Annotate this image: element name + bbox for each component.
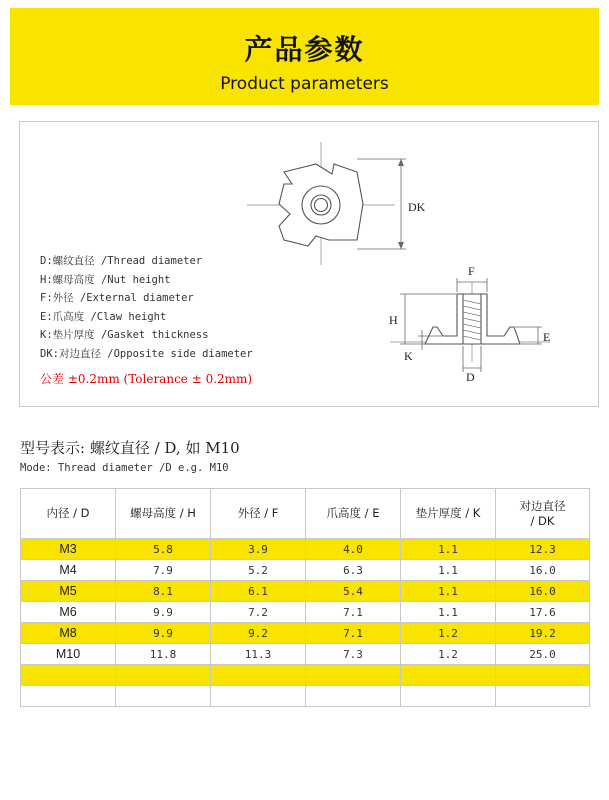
table-cell (211, 686, 306, 707)
table-cell: 8.1 (116, 581, 211, 602)
table-cell (401, 686, 496, 707)
table-cell: 1.1 (401, 602, 496, 623)
column-header: 对边直径 / DK (496, 489, 590, 539)
table-cell: M3 (21, 539, 116, 560)
legend-item: H:螺母高度 /Nut height (40, 273, 171, 286)
h-label: H (389, 313, 398, 327)
table-cell: M5 (21, 581, 116, 602)
table-row (21, 644, 590, 665)
legend-item: DK:对边直径 /Opposite side diameter (40, 347, 253, 360)
f-label: F (468, 264, 475, 278)
column-header: 螺母高度 / H (116, 489, 211, 539)
dimension-legend (40, 252, 253, 364)
table-cell: 6.1 (211, 581, 306, 602)
diagram-panel (19, 121, 599, 407)
title-banner (10, 8, 599, 105)
table-cell: 19.2 (496, 623, 590, 644)
table-header-row (21, 489, 590, 539)
table-row (21, 686, 590, 707)
page-subtitle: Product parameters (220, 74, 389, 94)
side-view-drawing (390, 278, 550, 372)
table-cell (306, 665, 401, 686)
table-row (21, 560, 590, 581)
parameter-table (20, 488, 590, 707)
table-cell: 7.2 (211, 602, 306, 623)
table-cell: 9.9 (116, 623, 211, 644)
table-cell: 7.9 (116, 560, 211, 581)
table-cell (401, 665, 496, 686)
table-cell: 11.8 (116, 644, 211, 665)
table-cell: M6 (21, 602, 116, 623)
table-row (21, 602, 590, 623)
table-cell: 1.2 (401, 623, 496, 644)
table-cell (306, 686, 401, 707)
table-cell: 1.1 (401, 560, 496, 581)
table-cell: 1.1 (401, 539, 496, 560)
table-cell: 12.3 (496, 539, 590, 560)
legend-item: F:外径 /External diameter (40, 292, 194, 305)
table-cell: 25.0 (496, 644, 590, 665)
model-title: 型号表示: 螺纹直径 / D, 如 M10 (20, 439, 240, 457)
table-cell (496, 665, 590, 686)
table-cell: 5.2 (211, 560, 306, 581)
table-cell: 11.3 (211, 644, 306, 665)
table-cell (21, 686, 116, 707)
table-cell (211, 665, 306, 686)
model-subtitle: Mode: Thread diameter /D e.g. M10 (20, 462, 229, 474)
table-cell: 16.0 (496, 560, 590, 581)
table-cell: 3.9 (211, 539, 306, 560)
e-label: E (543, 330, 551, 344)
table-cell (21, 665, 116, 686)
table-cell: 5.8 (116, 539, 211, 560)
table-row (21, 623, 590, 644)
table-cell: M10 (21, 644, 116, 665)
legend-item: D:螺纹直径 /Thread diameter (40, 255, 203, 267)
k-label: K (404, 349, 413, 363)
table-cell: 5.4 (306, 581, 401, 602)
d-label: D (466, 370, 475, 384)
table-cell: 9.2 (211, 623, 306, 644)
top-view-drawing (247, 142, 406, 265)
table-cell: 16.0 (496, 581, 590, 602)
column-header: 垫片厚度 / K (401, 489, 496, 539)
column-header: 外径 / F (211, 489, 306, 539)
column-header: 爪高度 / E (306, 489, 401, 539)
table-row (21, 539, 590, 560)
table-cell: M4 (21, 560, 116, 581)
table-cell: 7.3 (306, 644, 401, 665)
table-cell: 9.9 (116, 602, 211, 623)
table-row (21, 665, 590, 686)
table-cell: 4.0 (306, 539, 401, 560)
legend-item: E:爪高度 /Claw height (40, 310, 167, 323)
table-cell: M8 (21, 623, 116, 644)
tolerance-note: 公差 ±0.2mm (Tolerance ± 0.2mm) (40, 372, 253, 386)
table-cell: 17.6 (496, 602, 590, 623)
table-cell: 1.2 (401, 644, 496, 665)
table-cell: 1.1 (401, 581, 496, 602)
table-cell (116, 686, 211, 707)
table-cell (496, 686, 590, 707)
legend-item: K:垫片厚度 /Gasket thickness (40, 329, 209, 342)
page-title: 产品参数 (244, 33, 365, 66)
table-cell: 7.1 (306, 602, 401, 623)
table-cell: 6.3 (306, 560, 401, 581)
column-header: 内径 / D (21, 489, 116, 539)
dk-label: DK (408, 200, 426, 214)
table-row (21, 581, 590, 602)
table-cell (116, 665, 211, 686)
table-cell: 7.1 (306, 623, 401, 644)
